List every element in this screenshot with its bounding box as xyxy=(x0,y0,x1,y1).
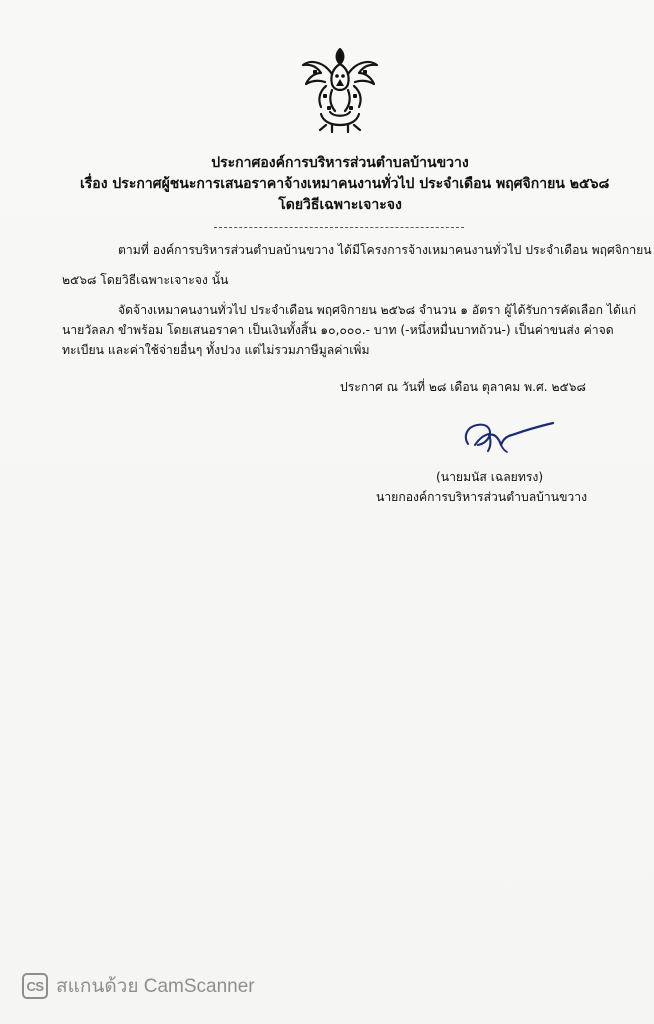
handwritten-signature-icon xyxy=(457,415,559,459)
header-line-2: เรื่อง ประกาศผู้ชนะการเสนอราคาจ้างเหมาคนงานทั่วไป ประจำเดือน พฤศจิกายน ๒๕๖๘ xyxy=(80,176,610,192)
signature-icon xyxy=(457,415,559,459)
header-divider xyxy=(214,227,464,228)
signatory-name: (นายมนัส เฉลยทรง) xyxy=(436,470,544,484)
camscanner-logo-icon xyxy=(22,973,48,999)
header-line-1: ประกาศองค์การบริหารส่วนตำบลบ้านขวาง xyxy=(211,155,469,171)
announcement-date: ประกาศ ณ วันที่ ๒๘ เดือน ตุลาคม พ.ศ. ๒๕๖๘ xyxy=(340,380,586,394)
paragraph-2-line-1: จัดจ้างเหมาคนงานทั่วไป ประจำเดือน พฤศจิกายน ๒๕๖๘ จำนวน ๑ อัตรา ผู้ได้รับการคัดเลือก ได้แก่ xyxy=(118,303,637,317)
camscanner-watermark-text: สแกนด้วย CamScanner xyxy=(56,976,255,997)
camscanner-watermark xyxy=(22,971,255,1001)
paragraph-1-line-2: ๒๕๖๘ โดยวิธีเฉพาะเจาะจง นั้น xyxy=(62,273,229,287)
paragraph-1-line-1: ตามที่ องค์การบริหารส่วนตำบลบ้านขวาง ได้มีโครงการจ้างเหมาคนงานทั่วไป ประจำเดือน พฤศจิกายน xyxy=(118,243,652,257)
header-line-3: โดยวิธีเฉพาะเจาะจง xyxy=(278,197,402,213)
signatory-position: นายกองค์การบริหารส่วนตำบลบ้านขวาง xyxy=(376,490,588,504)
paragraph-2-line-3: ทะเบียน และค่าใช้จ่ายอื่นๆ ทั้งปวง แต่ไม่รวมภาษีมูลค่าเพิ่ม xyxy=(62,343,370,357)
announcement-header xyxy=(80,153,610,216)
camscanner-logo-text: CS xyxy=(26,978,44,994)
paragraph-2-line-2: นายวัลลภ ขำพร้อม โดยเสนอราคา เป็นเงินทั้งสิ้น ๑๐,๐๐๐.- บาท (-หนึ่งหมื่นบาทถ้วน-) เป็นค่าขนส่ง ค่าจด xyxy=(62,323,614,337)
garuda-emblem-icon xyxy=(299,42,381,136)
emblem-icon xyxy=(299,42,381,136)
